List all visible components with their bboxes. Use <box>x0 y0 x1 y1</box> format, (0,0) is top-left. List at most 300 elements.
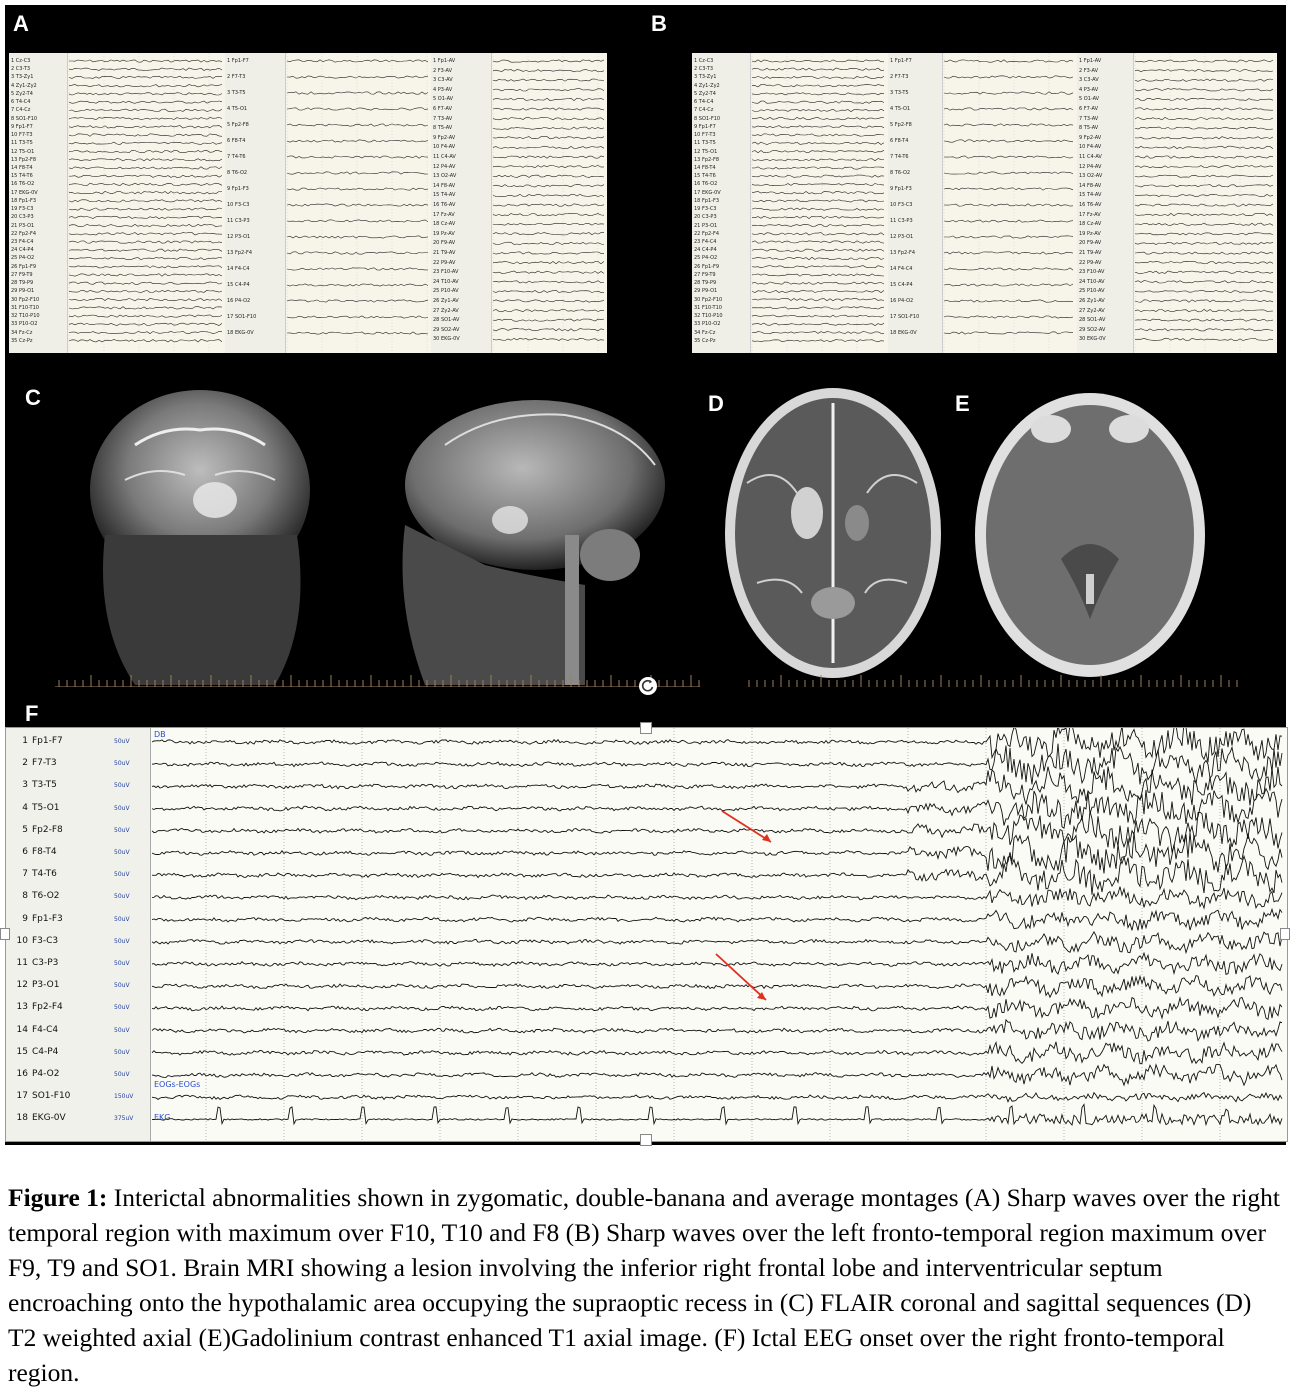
channel-number: 17 <box>16 1091 28 1102</box>
channel-label: 20 C3-P3 <box>694 214 717 221</box>
eeg-trace <box>287 268 428 270</box>
eeg-trace <box>69 191 222 194</box>
ekg-trace <box>152 1104 1282 1125</box>
channel-label: 5 Zy2-T4 <box>694 90 716 97</box>
channel-label: 15 C4-P4 <box>227 282 250 288</box>
eeg-trace <box>944 236 1073 238</box>
channel-label: 19 F3-C3 <box>11 206 34 213</box>
eeg-trace <box>1135 309 1273 311</box>
eeg-trace <box>152 998 1282 1020</box>
eeg-trace <box>944 252 1073 254</box>
channel-label: 34 Fz-Cz <box>694 329 716 336</box>
eeg-trace <box>69 307 222 310</box>
eeg-trace <box>752 68 884 70</box>
channel-label: 18 EKG-0V <box>227 330 254 336</box>
channel-label: 28 T9-P9 <box>11 280 34 287</box>
eeg-trace <box>944 220 1073 222</box>
eeg-trace <box>752 159 884 161</box>
rotate-handle-icon[interactable] <box>639 677 657 695</box>
eeg-trace <box>493 213 604 215</box>
channel-label: 19 F3-C3 <box>694 206 717 213</box>
resize-handle-top[interactable] <box>640 722 652 734</box>
red-arrow <box>716 954 766 1000</box>
channel-label: 18 EKG-0V <box>890 330 917 336</box>
channel-label: 5 O1-AV <box>433 96 454 103</box>
channel-name: C4-P4 <box>32 1046 59 1057</box>
channel-label: 23 F4-C4 <box>11 239 34 246</box>
panel-label-b: B <box>651 11 667 36</box>
eeg-trace <box>1135 79 1273 81</box>
channel-sensitivity: 50uV <box>114 738 130 745</box>
channel-label: 1 Fp1-F7 <box>227 58 249 64</box>
eeg-trace <box>1135 213 1273 215</box>
channel-sensitivity: 50uV <box>114 1071 130 1078</box>
eeg-trace <box>69 331 222 333</box>
eeg-trace <box>287 92 428 94</box>
channel-label: 7 T3-AV <box>433 115 453 122</box>
eeg-trace <box>752 85 884 87</box>
channel-sensitivity: 50uV <box>114 960 130 967</box>
channel-sensitivity: 50uV <box>114 1026 130 1034</box>
eeg-trace <box>69 150 222 152</box>
eeg-trace <box>69 109 222 112</box>
channel-label: 3 T3-T5 <box>227 90 246 96</box>
panel-e-mri-t1-gad <box>971 389 1209 681</box>
channel-label: 16 T6-AV <box>1079 202 1102 208</box>
eeg-trace <box>1135 137 1273 139</box>
channel-label: 7 T4-T6 <box>227 154 246 160</box>
eeg-trace <box>287 284 428 286</box>
channel-label: 2 F7-T3 <box>227 74 246 80</box>
eeg-trace <box>493 329 604 331</box>
channel-label: 32 T10-P10 <box>694 313 723 320</box>
channel-label: 12 T5-O1 <box>694 148 718 155</box>
channel-label: 14 F4-C4 <box>227 266 250 272</box>
channel-number: 13 <box>16 1002 28 1013</box>
channel-label: 31 F10-T10 <box>11 304 39 311</box>
eeg-trace <box>944 300 1073 302</box>
channel-label: 9 Fp2-AV <box>433 134 456 141</box>
channel-label: 8 T6-O2 <box>227 170 248 176</box>
channel-sensitivity: 375uV <box>114 1115 134 1123</box>
figure-caption <box>8 1180 1284 1390</box>
sagittal-cerebellum <box>580 529 640 581</box>
channel-label: 2 F7-T3 <box>890 74 909 80</box>
eeg-trace <box>493 89 604 91</box>
eeg-trace <box>1135 271 1273 273</box>
channel-label: 4 Zy1-Zy2 <box>11 82 37 89</box>
channel-label: 7 T3-AV <box>1079 115 1099 122</box>
channel-label: 16 P4-O2 <box>890 298 914 304</box>
panel-a-eeg <box>9 53 607 353</box>
channel-label: 35 Cz-Pz <box>11 337 33 344</box>
eeg-trace <box>69 167 222 169</box>
eeg-trace <box>752 290 884 292</box>
channel-label: 29 SO2-AV <box>1079 326 1106 333</box>
eeg-trace <box>69 266 222 268</box>
eeg-trace <box>1135 60 1273 62</box>
eeg-trace <box>69 126 222 128</box>
channel-label: 26 Zy1-AV <box>1079 298 1105 304</box>
eeg-trace <box>493 204 604 206</box>
eeg-trace <box>1135 156 1273 158</box>
channel-label: 27 F9-T9 <box>694 271 716 278</box>
channel-label: 22 P9-AV <box>433 259 456 266</box>
eeg-trace <box>69 233 222 235</box>
eeg-trace <box>493 309 604 311</box>
eeg-trace <box>1135 261 1273 263</box>
channel-label: 28 SO1-AV <box>433 317 460 324</box>
eeg-trace <box>752 192 884 194</box>
eeg-trace <box>287 332 428 334</box>
channel-label: 25 P4-O2 <box>694 255 718 262</box>
eeg-trace <box>752 282 884 284</box>
channel-label: 12 P4-AV <box>1079 163 1102 170</box>
eeg-trace <box>69 60 222 62</box>
eeg-trace <box>1135 185 1273 187</box>
channel-label: 11 C4-AV <box>433 154 456 160</box>
eeg-trace <box>493 252 604 254</box>
channel-label: 27 Zy2-AV <box>433 307 459 314</box>
eeg-trace <box>1135 223 1273 225</box>
channel-label: 3 T3-Zy1 <box>694 74 717 81</box>
channel-label: 13 Fp2-F4 <box>227 250 253 256</box>
eeg-trace <box>944 204 1073 206</box>
eeg-trace <box>1135 281 1273 283</box>
eeg-trace <box>493 185 604 187</box>
eeg-trace <box>69 134 222 137</box>
eeg-trace <box>1135 98 1273 100</box>
eeg-trace <box>287 124 428 126</box>
channel-sensitivity: 50uV <box>114 915 130 923</box>
eeg-trace <box>287 172 428 174</box>
channel-name: P4-O2 <box>32 1069 60 1079</box>
eeg-trace <box>752 224 884 227</box>
channel-label: 22 Fp2-F4 <box>11 230 37 237</box>
eeg-trace <box>287 156 428 158</box>
channel-label: 9 Fp1-F7 <box>694 123 716 130</box>
channel-label: 13 O2-AV <box>433 173 457 180</box>
channel-label: 22 Fp2-F4 <box>694 230 720 237</box>
channel-label: 19 Pz-AV <box>433 230 455 237</box>
eeg-trace <box>752 331 884 333</box>
channel-label: 35 Cz-Pz <box>694 337 716 344</box>
sagittal-brainstem <box>565 535 579 685</box>
channel-label: 2 C3-T3 <box>694 66 714 73</box>
channel-label: 17 Fz-AV <box>433 211 455 218</box>
scale-ticks-de <box>745 673 1245 687</box>
note-ekg: EKG <box>154 1113 171 1122</box>
eeg-trace <box>152 789 1282 829</box>
channel-number: 1 <box>22 736 28 746</box>
channel-label: 30 Fp2-F10 <box>694 296 723 303</box>
eeg-trace <box>493 242 604 244</box>
eeg-trace <box>493 156 604 158</box>
eeg-trace <box>752 298 884 300</box>
channel-label: 11 C3-P3 <box>890 218 913 224</box>
scale-ticks-c <box>55 673 705 687</box>
channel-label: 11 C3-P3 <box>227 218 250 224</box>
eeg-trace <box>752 109 884 111</box>
eeg-trace <box>69 241 222 243</box>
eeg-trace <box>752 142 884 145</box>
channel-label: 15 T4-AV <box>1079 192 1102 199</box>
eeg-trace <box>69 216 222 219</box>
note-db: DB <box>154 730 166 739</box>
eeg-trace <box>69 290 222 292</box>
channel-label: 26 Fp1-F9 <box>11 263 37 270</box>
channel-name: T6-O2 <box>32 891 60 902</box>
channel-sensitivity: 50uV <box>114 937 130 945</box>
eeg-trace <box>287 188 428 190</box>
panel-f-ictal-eeg <box>5 727 1288 1142</box>
channel-label: 21 T9-AV <box>433 250 456 256</box>
channel-label: 5 Fp2-F8 <box>227 122 249 128</box>
channel-number: 16 <box>16 1069 28 1079</box>
eeg-trace <box>1135 242 1273 244</box>
channel-label: 15 C4-P4 <box>890 282 913 288</box>
channel-number: 18 <box>16 1113 28 1124</box>
channel-label: 26 Zy1-AV <box>433 298 459 304</box>
eeg-trace <box>1135 175 1273 177</box>
channel-label: 16 T6-O2 <box>11 181 35 188</box>
channel-label: 3 C3-AV <box>1079 77 1099 84</box>
eeg-trace <box>752 101 884 104</box>
eeg-trace <box>69 101 222 103</box>
channel-label: 16 P4-O2 <box>227 298 251 304</box>
channel-label: 10 F7-T3 <box>694 132 716 139</box>
channel-name: Fp2-F8 <box>32 824 63 835</box>
eeg-trace <box>752 175 884 177</box>
eeg-trace <box>69 159 222 161</box>
eeg-trace <box>69 200 222 202</box>
channel-label: 24 C4-P4 <box>694 247 717 254</box>
eeg-trace <box>944 268 1073 270</box>
channel-label: 27 F9-T9 <box>11 271 33 278</box>
channel-label: 30 EKG-0V <box>1079 336 1106 343</box>
eeg-trace <box>493 223 604 225</box>
channel-label: 1 Fp1-AV <box>1079 58 1102 64</box>
channel-label: 4 P3-AV <box>433 86 453 93</box>
eeg-trace <box>287 252 428 254</box>
channel-label: 28 T9-P9 <box>694 280 717 287</box>
channel-label: 2 F3-AV <box>433 67 453 74</box>
eeg-trace <box>752 307 884 309</box>
eeg-trace <box>69 85 222 87</box>
channel-label: 6 T4-C4 <box>11 99 31 106</box>
channel-label: 6 F8-T4 <box>890 138 909 144</box>
eeg-trace <box>287 316 428 318</box>
channel-label: 29 P9-O1 <box>694 288 718 295</box>
channel-label: 18 Fp1-F3 <box>694 197 720 204</box>
panel-label-d: D <box>708 391 724 416</box>
channel-label: 18 Cz-AV <box>433 221 456 228</box>
channel-name: F8-T4 <box>32 847 57 857</box>
eeg-trace <box>752 208 884 210</box>
panel-d-mri-t2 <box>717 383 949 683</box>
channel-sensitivity: 50uV <box>114 1004 130 1012</box>
channel-label: 8 T6-O2 <box>890 170 911 176</box>
eeg-trace <box>493 290 604 292</box>
eeg-trace <box>1135 127 1273 129</box>
channel-label: 16 T6-AV <box>433 202 456 208</box>
channel-label: 22 P9-AV <box>1079 259 1102 266</box>
eeg-trace <box>493 319 604 321</box>
channel-label: 15 T4-T6 <box>11 173 33 180</box>
eeg-trace <box>752 150 884 152</box>
channel-label: 21 T9-AV <box>1079 250 1102 256</box>
panel-b-eeg <box>692 53 1277 353</box>
eeg-trace <box>493 60 604 62</box>
eeg-trace <box>152 832 1282 873</box>
channel-number: 11 <box>16 958 28 968</box>
eeg-trace <box>152 953 1282 974</box>
channel-label: 8 T5-AV <box>1079 125 1099 132</box>
eeg-trace <box>69 224 222 227</box>
eeg-trace <box>1135 204 1273 206</box>
eeg-trace <box>69 175 222 177</box>
channel-label: 30 EKG-0V <box>433 336 460 343</box>
eeg-trace <box>1135 338 1273 340</box>
channel-name: Fp1-F3 <box>32 913 63 924</box>
eeg-trace <box>752 323 884 326</box>
eeg-trace <box>493 271 604 273</box>
channel-label: 4 T5-O1 <box>890 106 911 112</box>
channel-label: 21 P3-O1 <box>694 222 718 229</box>
eeg-trace <box>944 156 1073 158</box>
eeg-trace <box>152 1064 1282 1085</box>
channel-label: 25 P10-AV <box>433 288 459 295</box>
channel-label: 13 O2-AV <box>1079 173 1103 180</box>
eeg-trace <box>1135 252 1273 254</box>
eeg-trace <box>152 1042 1282 1064</box>
eeg-trace <box>1135 194 1273 196</box>
channel-label: 10 F7-T3 <box>11 132 33 139</box>
resize-handle-bottom[interactable] <box>640 1134 652 1146</box>
e-brain <box>986 405 1194 665</box>
resize-handle-left[interactable] <box>0 928 10 940</box>
channel-label: 6 F7-AV <box>433 106 453 112</box>
eeg-trace <box>493 261 604 263</box>
channel-label: 1 Fp1-AV <box>433 58 456 64</box>
channel-name: T5-O1 <box>32 802 60 813</box>
channel-name: F4-C4 <box>32 1024 59 1035</box>
channel-number: 4 <box>22 802 28 813</box>
channel-sensitivity: 50uV <box>114 826 130 834</box>
channel-name: Fp1-F7 <box>32 736 63 746</box>
channel-label: 3 T3-Zy1 <box>11 74 34 81</box>
channel-label: 5 O1-AV <box>1079 96 1100 103</box>
panel-label-a: A <box>13 11 29 36</box>
eeg-trace <box>152 976 1282 998</box>
eeg-trace <box>752 249 884 252</box>
channel-label: 29 P9-O1 <box>11 288 35 295</box>
channel-name: EKG-0V <box>32 1113 66 1124</box>
eeg-trace <box>287 60 428 62</box>
channel-sensitivity: 50uV <box>114 1048 130 1056</box>
channel-label: 25 P10-AV <box>1079 288 1105 295</box>
channel-label: 17 SO1-F10 <box>227 314 257 320</box>
eeg-trace <box>69 323 222 325</box>
channel-label: 32 T10-P10 <box>11 313 40 320</box>
channel-label: 11 T3-T5 <box>694 140 716 147</box>
channel-label: 19 Pz-AV <box>1079 230 1101 237</box>
eeg-trace <box>493 70 604 72</box>
eeg-trace <box>752 126 884 128</box>
eeg-trace <box>752 134 884 136</box>
channel-label: 10 F3-C3 <box>227 202 250 208</box>
eeg-trace <box>752 266 884 268</box>
eeg-trace <box>752 216 884 218</box>
channel-label: 33 P10-O2 <box>694 321 721 328</box>
channel-number: 12 <box>16 980 28 991</box>
channel-label: 20 C3-P3 <box>11 214 34 221</box>
panel-c-mri-flair <box>65 385 705 695</box>
channel-label: 13 Fp2-F8 <box>11 156 37 163</box>
channel-sensitivity: 50uV <box>114 760 130 768</box>
eeg-trace <box>1135 165 1273 167</box>
channel-label: 12 P4-AV <box>433 163 456 170</box>
eeg-trace <box>152 1020 1282 1041</box>
channel-number: 9 <box>22 913 28 924</box>
eeg-trace <box>69 274 222 277</box>
channel-label: 30 Fp2-F10 <box>11 296 40 303</box>
eeg-trace <box>944 332 1073 334</box>
channel-label: 15 T4-T6 <box>694 173 716 180</box>
channel-label: 12 T5-O1 <box>11 148 35 155</box>
coronal-lesion <box>193 482 237 518</box>
channel-label: 7 C4-Cz <box>694 107 714 114</box>
eeg-trace <box>752 233 884 235</box>
channel-name: F7-T3 <box>32 758 57 769</box>
eeg-trace <box>493 79 604 81</box>
channel-label: 14 F8-AV <box>1079 182 1102 189</box>
channel-label: 23 F4-C4 <box>694 239 717 246</box>
channel-label: 6 F8-T4 <box>227 138 246 144</box>
channel-label: 24 T10-AV <box>1079 278 1105 285</box>
channel-label: 14 F8-T4 <box>11 164 33 171</box>
channel-label: 28 SO1-AV <box>1079 317 1106 324</box>
channel-label: 9 Fp2-AV <box>1079 134 1102 141</box>
channel-label: 2 F3-AV <box>1079 67 1099 74</box>
eeg-trace <box>69 282 222 285</box>
channel-label: 4 P3-AV <box>1079 86 1099 93</box>
channel-number: 3 <box>22 780 28 791</box>
eeg-trace <box>69 142 222 144</box>
channel-label: 26 Fp1-F9 <box>694 263 720 270</box>
eeg-trace <box>152 767 1282 806</box>
eeg-trace <box>493 127 604 129</box>
eeg-trace <box>1135 319 1273 321</box>
eeg-trace <box>1135 108 1273 110</box>
eeg-trace <box>152 932 1282 953</box>
eeg-trace <box>69 68 222 71</box>
eeg-trace <box>493 233 604 235</box>
eeg-trace <box>493 194 604 196</box>
channel-label: 24 T10-AV <box>433 278 459 285</box>
resize-handle-right[interactable] <box>1280 928 1290 940</box>
eeg-trace <box>944 140 1073 142</box>
channel-label: 15 T4-AV <box>433 192 456 199</box>
channel-sensitivity: 50uV <box>114 782 130 790</box>
note-eog: EOGs-EOGs <box>154 1080 201 1089</box>
channel-name: Fp2-F4 <box>32 1002 63 1013</box>
channel-label: 6 F7-AV <box>1079 106 1099 112</box>
channel-label: 13 Fp2-F8 <box>694 156 720 163</box>
eeg-trace <box>69 76 222 78</box>
eeg-trace <box>944 76 1073 78</box>
channel-label: 4 T5-O1 <box>227 106 248 112</box>
